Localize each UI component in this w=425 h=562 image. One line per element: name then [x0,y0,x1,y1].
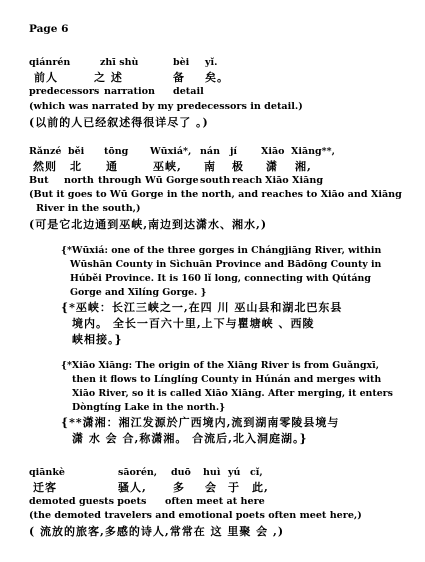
hanzi-word: 矣。 [205,71,229,84]
footnote-chinese-line: 境内。 全长一百六十里,上下与瞿塘峡 、西陵 [72,317,315,330]
pinyin-word: Xiāo [261,146,285,157]
pinyin-word: qiánrén [29,57,71,68]
gloss-word: through [98,175,142,186]
hanzi-word: 南 [204,160,216,173]
pinyin-word: tōng [104,146,129,157]
hanzi-word: 北 [70,160,82,173]
hanzi-word: 此, [252,481,269,494]
pinyin-word: cǐ, [250,467,263,478]
footnote-chinese-line: {**潇湘：湘江发源於广西境内,流到湖南零陵县境与 [61,416,340,429]
translation: (But it goes to Wū Gorge in the north, and reaches to Xiāo and Xiāng [29,189,402,200]
pinyin-word: yǐ. [205,57,218,68]
hanzi-word: 潇 [266,160,278,173]
pinyin-word: nán [200,146,220,157]
footnote-line: then it flows to Línglíng County in Húnán and merges with [72,374,382,385]
gloss-word: south [200,175,231,186]
gloss-word: predecessors [29,86,100,97]
footnote-line: Wūshān County in Sìchuān Province and Bādōng County in [70,259,382,270]
footnote-chinese-line: 潇 水 会 合,称潇湘。 合流后,北入洞庭湖。} [72,432,308,445]
hanzi-word: 骚人, [118,481,147,494]
hanzi-word: 湘, [295,160,312,173]
pinyin-word: zhī shù [100,57,139,68]
pinyin-word: bèi [173,57,190,68]
pinyin-word: běi [68,146,85,157]
gloss-word: Wū Gorge [145,175,199,186]
hanzi-word: 前人 [34,71,58,84]
hanzi-word: 极 [232,160,244,173]
pinyin-word: sāorén, [118,467,158,478]
hanzi-word: 迁客 [33,481,57,494]
hanzi-word: 然则 [33,160,57,173]
footnote-line: {*Xiāo Xiāng: The origin of the Xiāng River is from Guǎngxī, [61,360,379,371]
modern-chinese: (以前的人已经叙述得很详尽了 。) [29,116,209,129]
gloss-word: north [64,175,94,186]
gloss-line: often meet at here [165,496,265,507]
pinyin-word: Xiāng**, [291,146,335,157]
translation: (which was narrated by my predecessors in detail.) [29,101,303,112]
gloss-word: reach [232,175,263,186]
footnote-line: Xiāo River, so it is called Xiāo Xiāng. After merging, it enters [72,388,393,399]
translation: (the demoted travelers and emotional poets often meet here,) [29,510,362,521]
footnote-chinese-line: {*巫峡：长江三峡之一,在四 川 巫山县和湖北巴东县 [61,301,343,314]
hanzi-word: 于 [228,481,240,494]
hanzi-word: 多 [173,481,185,494]
pinyin-word: huì [203,467,221,478]
hanzi-word: 会 [205,481,217,494]
pinyin-word: jí [230,146,238,157]
footnote-line: Gorge and Xīlíng Gorge. } [70,287,207,298]
page-label: Page 6 [29,23,69,35]
footnote-line: Húběi Province. It is 160 lǐ long, connecting with Qútáng [70,273,371,284]
translation: River in the south,) [36,203,141,214]
pinyin-word: qiānkè [29,467,65,478]
pinyin-word: duō [171,467,191,478]
pinyin-word: Wūxiá*, [150,146,192,157]
gloss-line: demoted guests poets [29,496,147,507]
gloss-word: Xiāo Xiāng [265,175,324,186]
pinyin-word: Rǎnzé [29,146,62,157]
pinyin-word: yú [228,467,241,478]
hanzi-word: 巫峡, [153,160,182,173]
gloss-word: narration [104,86,155,97]
hanzi-word: 之 述 [94,71,123,84]
footnote-line: {*Wūxiá: one of the three gorges in Chángjiāng River, within [61,245,382,256]
gloss-word: detail [173,86,204,97]
footnote-chinese-line: 峡相接。} [72,333,123,346]
hanzi-word: 通 [106,160,118,173]
footnote-line: Dòngtíng Lake in the north.} [72,402,226,413]
modern-chinese: ( 流放的旅客,多感的诗人,常常在 这 里聚 会 ,) [29,525,285,538]
gloss-word: But [29,175,49,186]
modern-chinese: (可是它北边通到巫峡,南边到达潇水、湘水,) [29,218,268,231]
hanzi-word: 备 [173,71,185,84]
